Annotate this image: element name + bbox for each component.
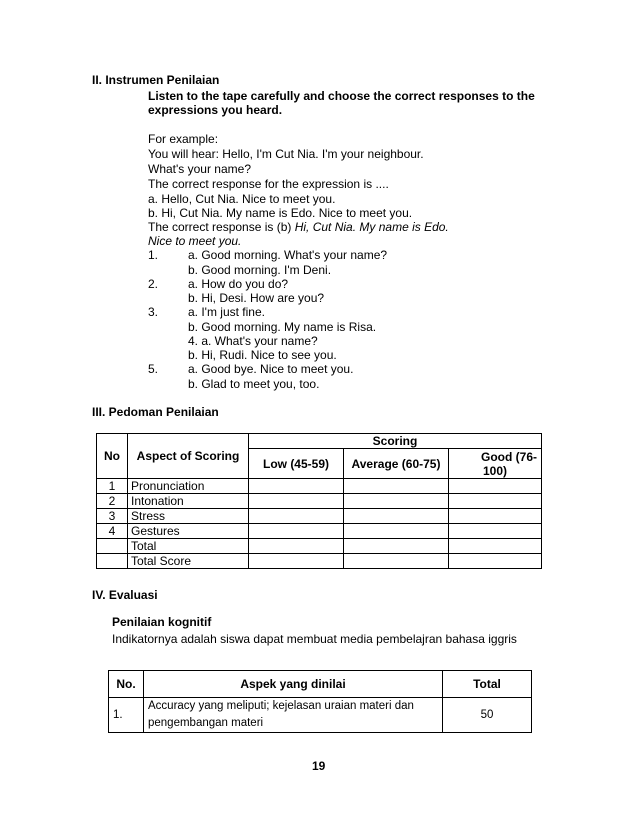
item-number: 3. [148,305,159,319]
item-number: 5. [148,362,159,376]
example-hear-1: You will hear: Hello, I'm Cut Nia. I'm your neighbour. [148,147,424,161]
row-aspect: Intonation [128,494,249,509]
row-aspect: Stress [128,509,249,524]
example-answer-italic-2: Nice to meet you. [148,234,242,248]
cell-average [344,524,449,539]
row-aspect: Total [128,539,249,554]
table-row [97,554,542,569]
cell-good [449,539,542,554]
evaluation-table [108,670,532,733]
row-no: 2 [97,494,128,509]
instruction-line-1: Listen to the tape carefully and choose the correct responses to the [148,89,535,103]
col-good [449,449,542,479]
section-3-heading: III. Pedoman Penilaian [92,405,219,419]
example-answer-prefix: The correct response is (b) [148,220,295,234]
item-option: a. I'm just fine. [188,305,265,319]
row-aspect: Gestures [128,524,249,539]
item-option: b. Glad to meet you, too. [188,377,320,391]
cell-good [449,494,542,509]
cell-low [249,554,344,569]
cell-average [344,509,449,524]
cell-good [449,524,542,539]
example-hear-2: What's your name? [148,162,252,176]
item-option: b. Hi, Desi. How are you? [188,291,325,305]
col-aspek: Aspek yang dinilai [144,671,443,698]
item-option: a. Good bye. Nice to meet you. [188,362,354,376]
table-row [97,509,542,524]
col-scoring: Scoring [249,434,542,449]
example-option-b: b. Hi, Cut Nia. My name is Edo. Nice to meet you. [148,206,413,220]
item-option: b. Good morning. I'm Deni. [188,263,332,277]
cell-good [449,479,542,494]
cell-low [249,494,344,509]
row-aspect: Pronunciation [128,479,249,494]
instruction-line-2: expressions you heard. [148,103,283,117]
col-average: Average (60-75) [344,449,449,479]
col-low: Low (45-59) [249,449,344,479]
col-aspect: Aspect of Scoring [128,434,249,479]
page-number: 19 [312,759,326,773]
item-option: a. How do you do? [188,277,289,291]
item-number: 2. [148,277,159,291]
evaluation-indicator: Indikatornya adalah siswa dapat membuat media pembelajran bahasa iggris [112,632,517,646]
item-number: 1. [148,248,159,262]
row-aspect: Total Score [128,554,249,569]
col-no: No. [109,671,144,698]
section-4-heading: IV. Evaluasi [92,588,158,602]
table-row [97,539,542,554]
row-no: 4 [97,524,128,539]
cell-good [449,509,542,524]
example-label: For example: [148,132,219,146]
cell-average [344,554,449,569]
item-option: b. Hi, Rudi. Nice to see you. [188,348,337,362]
item-option: b. Good morning. My name is Risa. [188,320,377,334]
cell-good [449,554,542,569]
row-aspek-line-1: Accuracy yang meliputi; kejelasan uraian materi dan [148,700,414,712]
example-prompt: The correct response for the expression is .... [148,177,389,191]
example-answer-italic: Hi, Cut Nia. My name is Edo. [294,220,449,234]
table-row [109,698,532,733]
cell-average [344,539,449,554]
table-row [97,494,542,509]
item-option: 4. a. What's your name? [188,334,318,348]
row-aspek-line-2: pengembangan materi [148,717,264,729]
table-row [97,524,542,539]
table-row [97,479,542,494]
col-no: No [97,434,128,479]
col-good-line-2: 100) [482,463,508,478]
row-no: 1 [97,479,128,494]
cell-low [249,539,344,554]
row-no: 3 [97,509,128,524]
cell-low [249,509,344,524]
example-answer [148,220,449,234]
row-no: 1. [109,698,144,733]
row-total: 50 [443,698,532,733]
example-option-a: a. Hello, Cut Nia. Nice to meet you. [148,192,336,206]
cell-average [344,479,449,494]
cell-low [249,524,344,539]
item-option: a. Good morning. What's your name? [188,248,388,262]
row-no [97,539,128,554]
col-total: Total [443,671,532,698]
row-no [97,554,128,569]
evaluation-subheading: Penilaian kognitif [112,615,212,629]
scoring-table [96,433,542,569]
row-aspek [144,698,443,733]
section-2-heading: II. Instrumen Penilaian [92,73,220,87]
cell-average [344,494,449,509]
col-good-line-1: Good (76- [481,449,537,464]
cell-low [249,479,344,494]
